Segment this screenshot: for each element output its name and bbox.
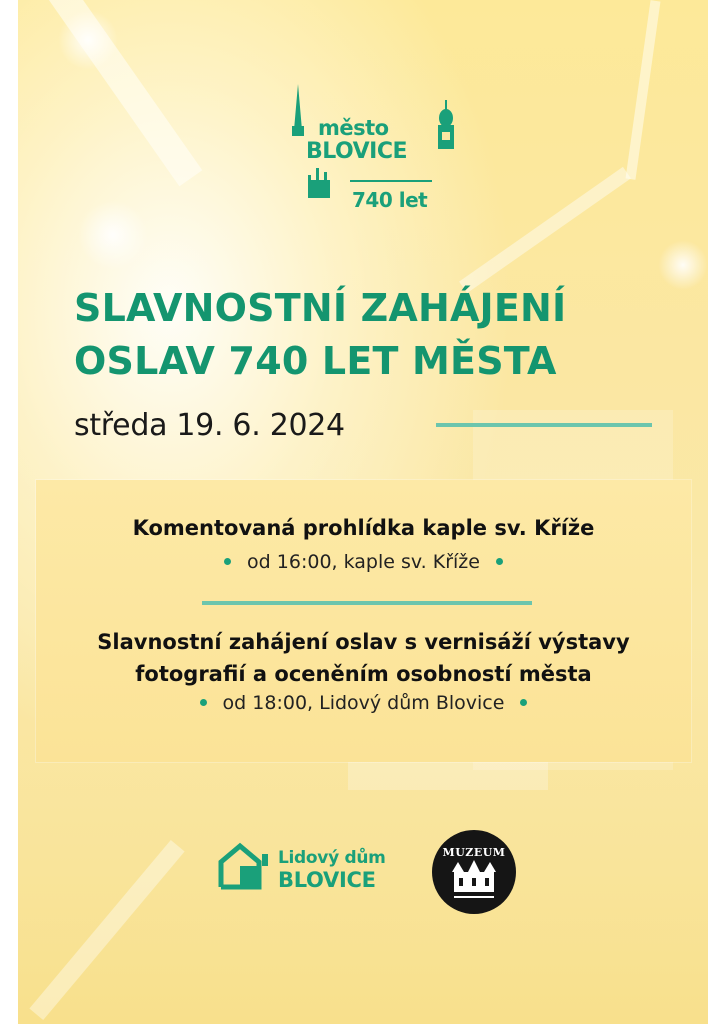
bullet-dot-icon — [200, 699, 207, 706]
poster-title-line-2: OSLAV 740 LET MĚSTA — [74, 339, 557, 383]
background-shape — [348, 760, 548, 790]
logo-mesto-text: město — [318, 116, 389, 140]
event-1-details-text: od 16:00, kaple sv. Kříže — [247, 551, 480, 573]
lidovy-dum-blovice-text: BLOVICE — [278, 868, 376, 892]
mesto-blovice-logo — [286, 80, 456, 220]
event-date: středa 19. 6. 2024 — [74, 408, 345, 443]
event-2-details-text: od 18:00, Lidový dům Blovice — [222, 692, 505, 714]
date-divider — [436, 423, 652, 427]
house-icon — [218, 840, 274, 890]
lidovy-dum-logo — [218, 840, 398, 892]
light-ray — [626, 0, 661, 180]
event-2-title-line-2: fotografií a oceněním osobností města — [135, 662, 592, 686]
light-glow — [58, 10, 118, 70]
light-ray — [459, 167, 631, 293]
event-2-title-line-1: Slavnostní zahájení oslav s vernisáží výstavy — [97, 630, 630, 654]
event-2-title — [36, 626, 691, 690]
bullet-dot-icon — [224, 558, 231, 565]
poster-title — [74, 282, 694, 388]
logo-blovice-text: BLOVICE — [306, 139, 407, 164]
events-panel — [36, 480, 691, 762]
bullet-dot-icon — [520, 699, 527, 706]
castle-icon — [432, 830, 516, 914]
event-2-details — [36, 692, 691, 714]
lidovy-dum-text: Lidový dům — [278, 848, 386, 868]
event-1-details — [36, 551, 691, 573]
logo-divider — [350, 180, 432, 182]
muzeum-title: MUZEUM — [442, 846, 506, 859]
light-glow — [78, 200, 148, 270]
logo-years-text: 740 let — [352, 188, 428, 212]
event-1-title: Komentovaná prohlídka kaple sv. Kříže — [132, 516, 595, 540]
muzeum-logo — [432, 830, 516, 914]
light-ray — [29, 840, 184, 1020]
bullet-dot-icon — [496, 558, 503, 565]
poster-title-line-1: SLAVNOSTNÍ ZAHÁJENÍ — [74, 286, 567, 330]
events-divider — [202, 601, 532, 605]
poster — [18, 0, 708, 1024]
